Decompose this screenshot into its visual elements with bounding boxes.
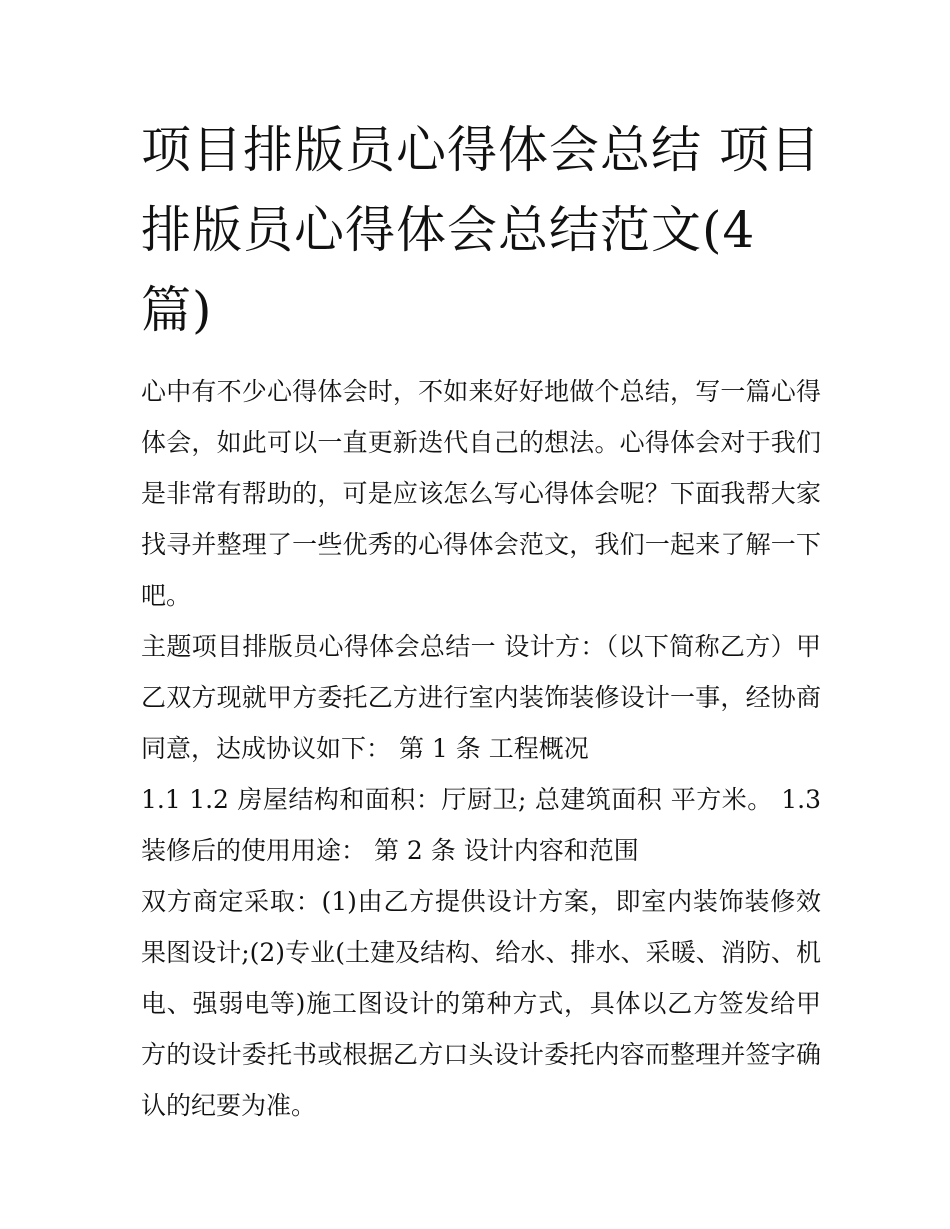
document-page bbox=[141, 110, 821, 1131]
project-overview-paragraph: 1.1 1.2 房屋结构和面积：厅厨卫; 总建筑面积 平方米。 1.3 装修后的使用用途： 第 2 条 设计内容和范围 bbox=[141, 785, 821, 865]
design-scope-paragraph: 双方商定采取：(1)由乙方提供设计方案，即室内装饰装修效果图设计;(2)专业(土建及结构、给水、排水、采暖、消防、机电、强弱电等)施工图设计的第种方式，具体以乙方签发给甲方的设计委托书或根据乙方口头设计委托内容而整理并签字确认的纪要为准。 bbox=[141, 887, 821, 1120]
document-title: 项目排版员心得体会总结 项目排版员心得体会总结范文(4篇) bbox=[141, 121, 821, 339]
intro-paragraph: 心中有不少心得体会时，不如来好好地做个总结，写一篇心得体会，如此可以一直更新迭代自己的想法。心得体会对于我们是非常有帮助的，可是应该怎么写心得体会呢？下面我帮大家找寻并整理了一些优秀的心得体会范文，我们一起来了解一下吧。 bbox=[141, 377, 821, 610]
section-one-paragraph: 主题项目排版员心得体会总结一 设计方：（以下简称乙方）甲乙双方现就甲方委托乙方进行室内装饰装修设计一事，经协商同意，达成协议如下： 第 1 条 工程概况 bbox=[141, 632, 821, 763]
